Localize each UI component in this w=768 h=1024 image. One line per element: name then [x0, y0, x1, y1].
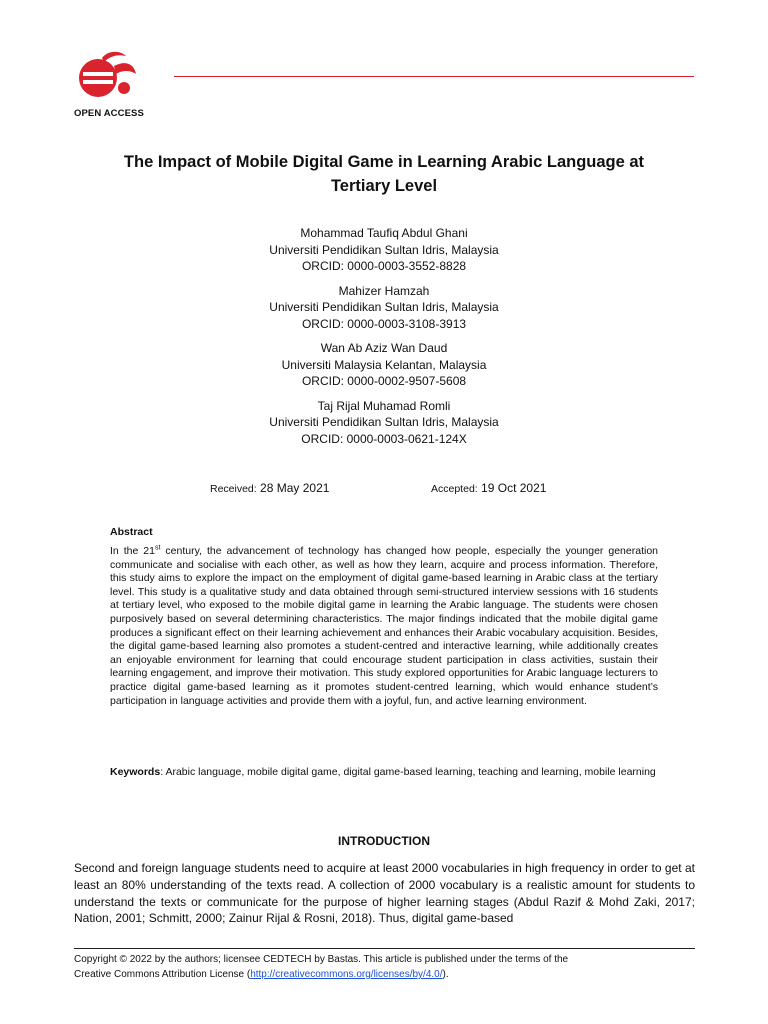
accepted-value: 19 Oct 2021 [481, 481, 547, 495]
author-block [100, 398, 668, 448]
abstract-heading: Abstract [110, 526, 153, 538]
accepted-label: Accepted: [431, 483, 478, 495]
abstract-superscript: st [154, 544, 161, 552]
author-block [100, 283, 668, 333]
author-affiliation: Universiti Pendidikan Sultan Idris, Malaysia [269, 242, 499, 257]
abstract-text [110, 545, 658, 708]
author-name: Mohammad Taufiq Abdul Ghani [300, 226, 468, 240]
accepted-date [431, 481, 546, 495]
introduction-heading: INTRODUCTION [338, 834, 430, 848]
author-affiliation: Universiti Malaysia Kelantan, Malaysia [281, 357, 487, 372]
paper-title [80, 150, 688, 198]
journal-logo-icon [74, 48, 140, 104]
keywords-text: : Arabic language, mobile digital game, digital game-based learning, teaching and learning, mobile learning [160, 766, 656, 778]
received-label: Received: [210, 483, 257, 495]
footer-divider [74, 948, 695, 949]
open-access-label: OPEN ACCESS [74, 108, 144, 119]
author-affiliation: Universiti Pendidikan Sultan Idris, Malaysia [269, 415, 499, 429]
title-line-2: Tertiary Level [330, 177, 438, 195]
author-orcid: ORCID: 0000-0003-3108-3913 [301, 316, 467, 331]
license-line [74, 967, 695, 982]
received-date [210, 481, 329, 495]
author-block [100, 340, 668, 390]
author-affiliation: Universiti Pendidikan Sultan Idris, Malaysia [269, 300, 499, 314]
author-orcid: ORCID: 0000-0003-3552-8828 [301, 259, 467, 273]
received-value: 28 May 2021 [260, 481, 330, 495]
abstract-start: In the 21 [110, 545, 155, 557]
copyright-line: Copyright © 2022 by the authors; licensee CEDTECH by Bastas. This article is published under the terms of the [74, 954, 569, 965]
author-name: Taj Rijal Muhamad Romli [317, 398, 451, 413]
keywords-label: Keywords [110, 766, 161, 778]
introduction-text: Second and foreign language students need to acquire at least 2000 vocabularies in high frequency in order to get at least an 80% understanding of the texts read. A collection of 2000 vocabulary is a realistic amount for students to understand the texts or communicate for the purpose of higher learning stages (Abdul Razif & Mohd Zaki, 2017; Nation, 2001; Schmitt, 2000; Zainur Rijal & Rosni, 2018). Thus, digital game-based [74, 861, 695, 926]
author-list [100, 225, 668, 455]
author-name: Mahizer Hamzah [338, 283, 430, 298]
title-line-1: The Impact of Mobile Digital Game in Learning Arabic Language at [123, 153, 645, 171]
abstract-rest: century, the advancement of technology has changed how people, especially the younger generation communicate and socialise with each other, as well as how they learn, acquire and process information. Therefore, this study aims to explore the impact on the employment of digital game-based learning in Arabic class at the tertiary level. This study is a qualitative study and data obtained through semi-structured interview sessions with 16 students at tertiary level, who exposed to the mobile digital game in learning the Arabic language. The students were chosen purposively based on several determining characteristics. The major findings indicated that the mobile digital game produces a significant effect on their learning achievement and enhances their Arabic vocabulary acquisition. Besides, the digital game-based learning also promotes a student-centred and interactive learning, while additionally creates an enjoyable environment for learning that could encourage student participation in class activities, sustain their learning engagement, and improve their motivation. This study explored opportunities for Arabic language lecturers to practice digital game-based learning as it promotes student-centred learning, which would enhance student’s participation in language activities and provide them with a joyful, fun, and active learning environment. [110, 545, 659, 707]
author-block [100, 225, 668, 275]
license-link[interactable]: http://creativecommons.org/licenses/by/4.0/ [250, 969, 443, 980]
author-orcid: ORCID: 0000-0002-9507-5608 [301, 374, 467, 388]
author-name: Wan Ab Aziz Wan Daud [320, 341, 448, 355]
header-divider [174, 76, 694, 77]
keywords [110, 766, 658, 780]
copyright-footer [74, 952, 695, 982]
author-orcid: ORCID: 0000-0003-0621-124X [301, 431, 467, 446]
license-text-start: Creative Commons Attribution License ( [74, 969, 251, 980]
license-text-end: ). [442, 969, 449, 980]
